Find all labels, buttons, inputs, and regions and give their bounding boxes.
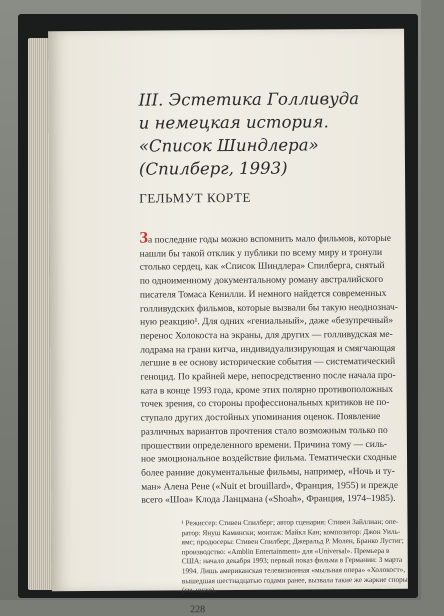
body-line: точек зрения, со стороны профессиональных критиков не по- — [140, 398, 390, 411]
body-line: ман» Алена Рене («Nuit et brouillard», Франция, 1955) и прежде — [141, 480, 399, 493]
body-line: столько сердец, как «Список Шиндлера» Спилберга, снятый — [139, 261, 385, 274]
author-name: ГЕЛЬМУТ КОРТЕ — [139, 189, 252, 206]
footnote-line: (см. ниже). — [181, 585, 217, 595]
body-line: по одноименному документальному роману австралийского — [139, 275, 384, 287]
body-line: За последние годы можно вспомнить мало фильмов, которые — [139, 229, 391, 247]
body-line: различных вариантов прочтения стало возможным только по — [140, 425, 388, 438]
footnote-line: США: начало декабря 1993; первый показ фильма в Германии: 3 марта — [181, 555, 403, 566]
page-number: 228 — [190, 604, 206, 616]
body-line: перенос Холокоста на экраны, для других — голливудская ме- — [140, 329, 393, 342]
body-line: ката в конце 1993 года, кроме этих полярно противоположных — [140, 384, 394, 397]
body-line: прошествии определенного времени. Причина тому — силь- — [140, 439, 388, 452]
body-line: всего «Шоа» Клода Ланцмана («Shoah», Франция, 1974–1985). — [141, 494, 396, 506]
chapter-title — [138, 87, 389, 181]
body-line: нашли бы такой отклик у публики по всему миру и тронули — [139, 247, 383, 260]
footnote-line: ямс; продюсеры: Стивен Спилберг, Джеральд Р. Молен, Бранко Лустиг; — [181, 535, 404, 547]
footnote-line: ¹ Режиссер: Стивен Спилберг; автор сценария: Стивен Зайллиан; опе- — [181, 516, 399, 528]
body-line: ную реакцию¹. Для одних «гениальный», даже «безупречный» — [140, 316, 394, 328]
footnote-line: ратор: Януш Камински; монтаж: Майкл Кан; композитор: Джон Уиль- — [181, 526, 401, 537]
body-line: лодрама на грани китча, индивидуализирующая и смягчающая — [140, 343, 396, 356]
body-line: более ранние документальные фильмы, например, «Ночь и ту- — [141, 466, 395, 479]
book-page — [48, 29, 408, 616]
body-line: легшие в ее основу исторические события — систематический — [140, 357, 396, 369]
body-line: ступало других достойных упоминания оценок. Появление — [140, 412, 381, 424]
body-line: писателя Томаса Кенилли. И немного найдется современных — [139, 288, 387, 301]
footnote-line: 1994. Лишь американская телевизионная «мыльная опера» «Холокост», — [181, 564, 406, 576]
chapter-title-line: III. Эстетика Голливуда — [138, 89, 360, 110]
body-line: геноцид. По крайней мере, непосредственно после начала про- — [140, 370, 396, 383]
footnote-line: производство: «Amblin Entertainment» для «Universal». Премьера в — [181, 545, 390, 557]
chapter-title-line: и немецкая история. — [138, 112, 329, 133]
drop-cap: З — [139, 229, 149, 247]
body-line: ное эмоциональное воздействие фильма. Тематически сходные — [141, 453, 397, 465]
body-text — [139, 229, 433, 509]
chapter-title-line: (Спилберг, 1993) — [138, 158, 288, 179]
footnote-line: вышедшая шестнадцатью годами ранее, вызвала такие же жаркие споры — [181, 574, 408, 585]
chapter-title-line: «Список Шиндлера» — [138, 135, 319, 156]
footnote — [181, 517, 444, 596]
body-line: голливудских фильмов, которые вызвали бы такую неоднознач- — [139, 302, 398, 315]
